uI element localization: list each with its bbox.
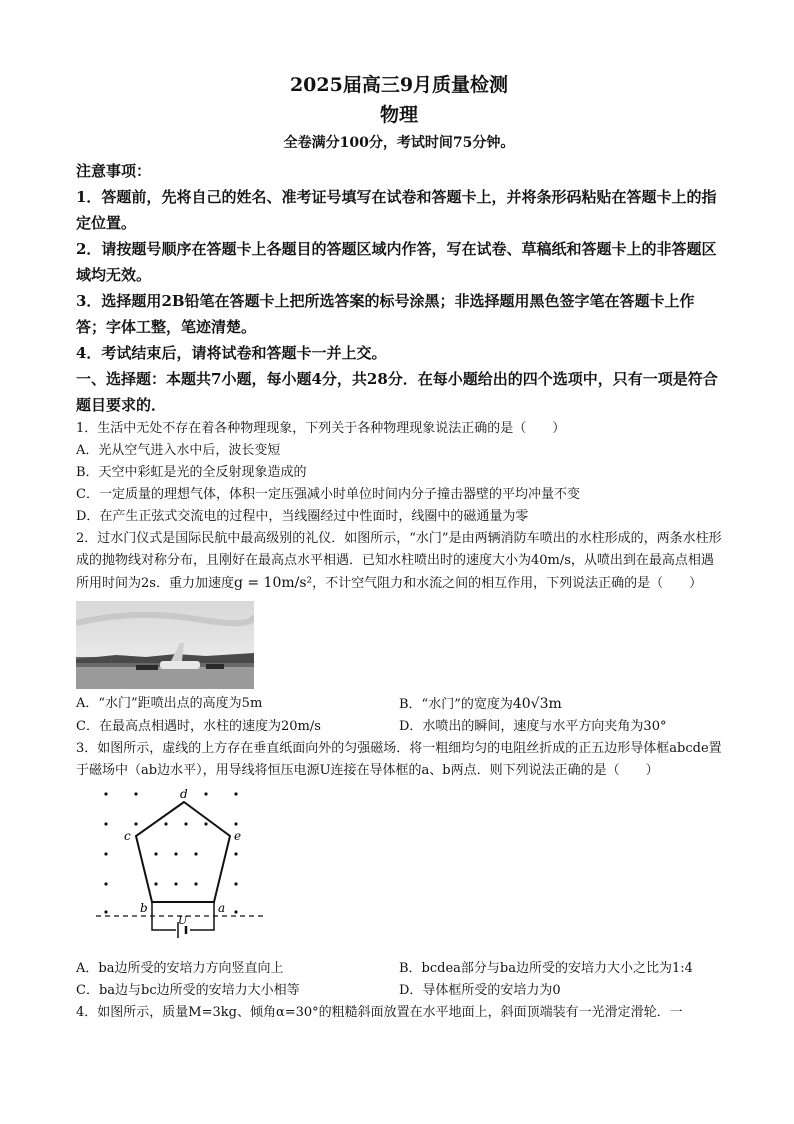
q3-option-b: B．bcdea部分与ba边所受的安培力大小之比为1:4 [399,961,693,976]
pentagon-frame [136,802,230,902]
q2-option-b-value: 40√3m [512,696,562,712]
notice-heading: 注意事项： [76,162,152,180]
notice-item-2: 2．请按题号顺序在答题卡上各题目的答题区域内作答，写在试卷、草稿纸和答题卡上的非答题区域均无效。 [76,240,717,284]
q2-stem-part-b: ，不计空气阻力和水流之间的相互作用，下列说法正确的是（ ） [312,576,703,591]
exam-meta: 全卷满分100分，考试时间75分钟。 [283,135,515,151]
q2-options-row-1 [76,693,722,716]
label-U: U [178,914,188,927]
section-1-heading: 一、选择题：本题共7小题，每小题4分，共28分．在每小题给出的四个选项中，只有一项是符合题目要求的． [76,370,718,414]
q2-option-b [399,693,722,716]
q1-option-d: D．在产生正弦式交流电的过程中，当线圈经过中性面时，线圈中的磁通量为零 [76,509,529,524]
q2-stem [76,528,722,595]
q2-gravity-expression: g = 10m/s² [233,575,313,591]
q2-options-row-2 [76,716,722,738]
exam-title: 2025届高三9月质量检测 [289,74,509,96]
q2-option-d: D．水喷出的瞬间，速度与水平方向夹角为30° [399,719,667,734]
water-gate-photo [76,601,254,689]
exam-page [76,72,722,1024]
exam-subject: 物理 [379,104,418,126]
notice-item-4: 4．考试结束后，请将试卷和答题卡一并上交。 [76,344,387,362]
label-e: e [234,829,242,843]
notice-item-1: 1．答题前，先将自己的姓名、准考证号填写在试卷和答题卡上，并将条形码粘贴在答题卡上的指定位置。 [76,188,717,232]
q3-option-c: C．ba边与bc边所受的安培力大小相等 [76,983,300,998]
q3-option-a: A．ba边所受的安培力方向竖直向上 [76,961,284,976]
q2-option-a: A．“水门”距喷出点的高度为5m [76,696,263,711]
notice-item-3: 3．选择题用2B铅笔在答题卡上把所选答案的标号涂黑；非选择题用黑色签字笔在答题卡上作答；字体工整，笔迹清楚。 [76,292,695,336]
q2-option-c: C．在最高点相遇时，水柱的速度为20m/s [76,719,321,734]
label-d: d [180,787,188,801]
q3-options-row-1 [76,958,722,980]
label-c: c [124,829,131,843]
q2-stem-part-a: 2．过水门仪式是国际民航中最高级别的礼仪．如图所示，“水门”是由两辆消防车喷出的水柱形成的，两条水柱形成的抛物线对称分布，且刚好在最高点水平相遇．已知水柱喷出时的速度大小为40m/s，从喷出到在最高点相遇所用时间为2s．重力加速度 [76,531,722,591]
q4-stem: 4．如图所示，质量M=3kg、倾角α=30°的粗糙斜面放置在水平地面上，斜面顶端装有一光滑定滑轮．一 [76,1005,683,1020]
q1-option-a: A．光从空气进入水中后，波长变短 [76,443,281,458]
label-b: b [140,901,148,915]
q1-stem: 1．生活中无处不存在着各种物理现象，下列关于各种物理现象说法正确的是（ ） [76,421,566,436]
q1-option-b: B．天空中彩虹是光的全反射现象造成的 [76,465,307,480]
q2-option-b-text: B．“水门”的宽度为 [399,697,513,712]
q3-stem: 3．如图所示，虚线的上方存在垂直纸面向外的匀强磁场．将一粗细均匀的电阻丝折成的正五边形导体框abcde置于磁场中（ab边水平），用导线将恒压电源U连接在导体框的a、b两点．则下列说法正确的是（ ） [76,741,722,778]
pentagon-circuit-diagram [96,784,276,956]
q1-option-c: C．一定质量的理想气体，体积一定压强减小时单位时间内分子撞击器壁的平均冲量不变 [76,487,580,502]
label-a: a [218,901,226,915]
q3-options-row-2 [76,980,722,1002]
q3-option-d: D．导体框所受的安培力为0 [399,983,561,998]
